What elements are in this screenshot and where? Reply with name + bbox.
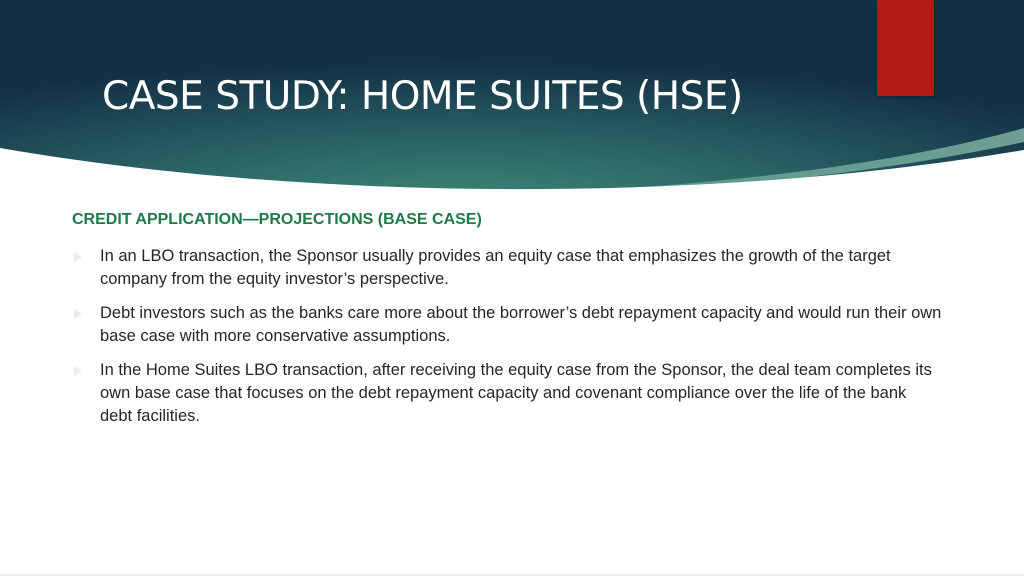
page-title: CASE STUDY: HOME SUITES (HSE): [102, 74, 743, 119]
triangle-bullet-icon: [74, 309, 82, 319]
list-item: [72, 359, 942, 428]
bullet-text: Debt investors such as the banks care more about the borrower’s debt repayment capacity and would run their own base case with more conservative assumptions.: [100, 304, 942, 345]
accent-tab: [877, 0, 934, 96]
bullet-list: [72, 245, 942, 439]
triangle-bullet-icon: [74, 366, 82, 376]
list-item: [72, 302, 942, 348]
triangle-bullet-icon: [74, 252, 82, 262]
bullet-text: In the Home Suites LBO transaction, after receiving the equity case from the Sponsor, the deal team completes its own base case that focuses on the debt repayment capacity and covenant compliance over the life of the bank debt facilities.: [100, 361, 932, 425]
list-item: [72, 245, 942, 291]
section-heading: CREDIT APPLICATION—PROJECTIONS (BASE CASE): [72, 211, 482, 228]
bullet-text: In an LBO transaction, the Sponsor usually provides an equity case that emphasizes the growth of the target company from the equity investor’s perspective.: [100, 247, 891, 288]
